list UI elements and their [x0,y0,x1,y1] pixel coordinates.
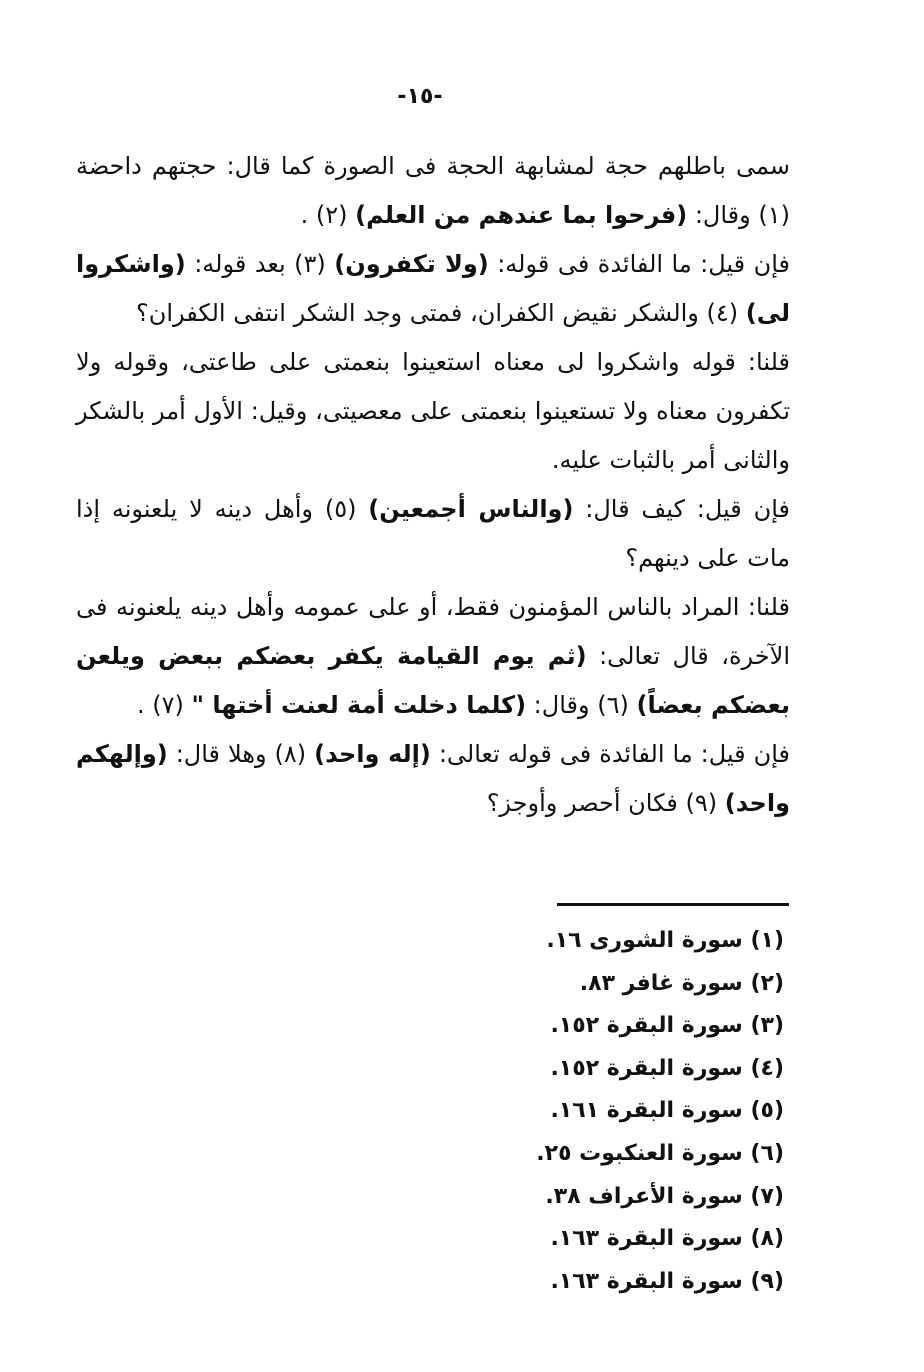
text-run: (٣) بعد قوله: [185,250,335,278]
paragraph [76,583,790,730]
quran-quote: (ولا تكفرون) [334,250,489,278]
paragraph [76,338,790,485]
footnote: (٩) سورة البقرة ١٦٣. [550,1268,784,1294]
footnote: (٨) سورة البقرة ١٦٣. [550,1226,784,1252]
text-run: (٥) وأهل دينه لا يلعنونه إذا مات على دينهم؟ [76,495,790,572]
footnote: (٤) سورة البقرة ١٥٢. [550,1055,784,1081]
text-run: فإن قيل: كيف قال: [573,495,790,523]
text-run: فإن قيل: ما الفائدة فى قوله تعالى: [430,740,791,768]
footnote: (٢) سورة غافر ٨٣. [579,970,784,996]
paragraph [76,142,790,240]
quran-quote: (واشكروا لى) [76,250,790,327]
quran-quote: (والناس أجمعين) [368,495,574,523]
footnote: (٥) سورة البقرة ١٦١. [550,1098,784,1124]
text-run: (٨) وهلا قال: [167,740,315,768]
text-run: (٦) وقال: [526,691,637,719]
body-text [76,142,790,828]
quran-quote: (إله واحد) [314,740,431,768]
quran-quote: (كلما دخلت أمة لعنت أختها " [191,691,527,719]
quran-quote: (وإلهكم واحد) [76,740,790,817]
footnotes-list [300,920,784,1303]
text-run: (٩) فكان أحصر وأوجز؟ [486,789,725,817]
text-run: سمى باطلهم حجة لمشابهة الحجة فى الصورة كما قال: حجتهم داحضة (١) وقال: [76,152,790,229]
footnote: (٦) سورة العنكبوت ٢٥. [536,1140,784,1166]
footnote: (٣) سورة البقرة ١٥٢. [550,1013,784,1039]
quran-quote: (فرحوا بما عندهم من العلم) [355,201,688,229]
paragraph [76,485,790,583]
quran-quote: (ثم يوم القيامة يكفر بعضكم ببعض ويلعن بعضكم بعضاً) [76,642,790,719]
paragraph [76,240,790,338]
footnote: (١) سورة الشورى ١٦. [546,928,784,953]
footnote: (٧) سورة الأعراف ٣٨. [545,1183,784,1209]
text-run: (٧) . [137,691,192,719]
paragraph [76,730,790,828]
text-run: فإن قيل: ما الفائدة فى قوله: [488,250,791,278]
text-run: قلنا: قوله واشكروا لى معناه استعينوا بنعمتى على طاعتى، وقوله ولا تكفرون معناه ولا تستعينوا بنعمتى على معصيتى، وقيل: الأول أمر بالشكر والثانى أمر بالثبات عليه. [76,348,790,474]
page-number: -١٥- [397,84,443,109]
text-run: (٢) . [300,201,356,229]
text-run: (٤) والشكر نقيض الكفران، فمتى وجد الشكر انتفى الكفران؟ [135,299,746,327]
footnote-divider [557,903,789,906]
text-run: قلنا: المراد بالناس المؤمنون فقط، أو على عمومه وأهل دينه يلعنونه فى الآخرة، قال تعالى: [76,593,790,670]
